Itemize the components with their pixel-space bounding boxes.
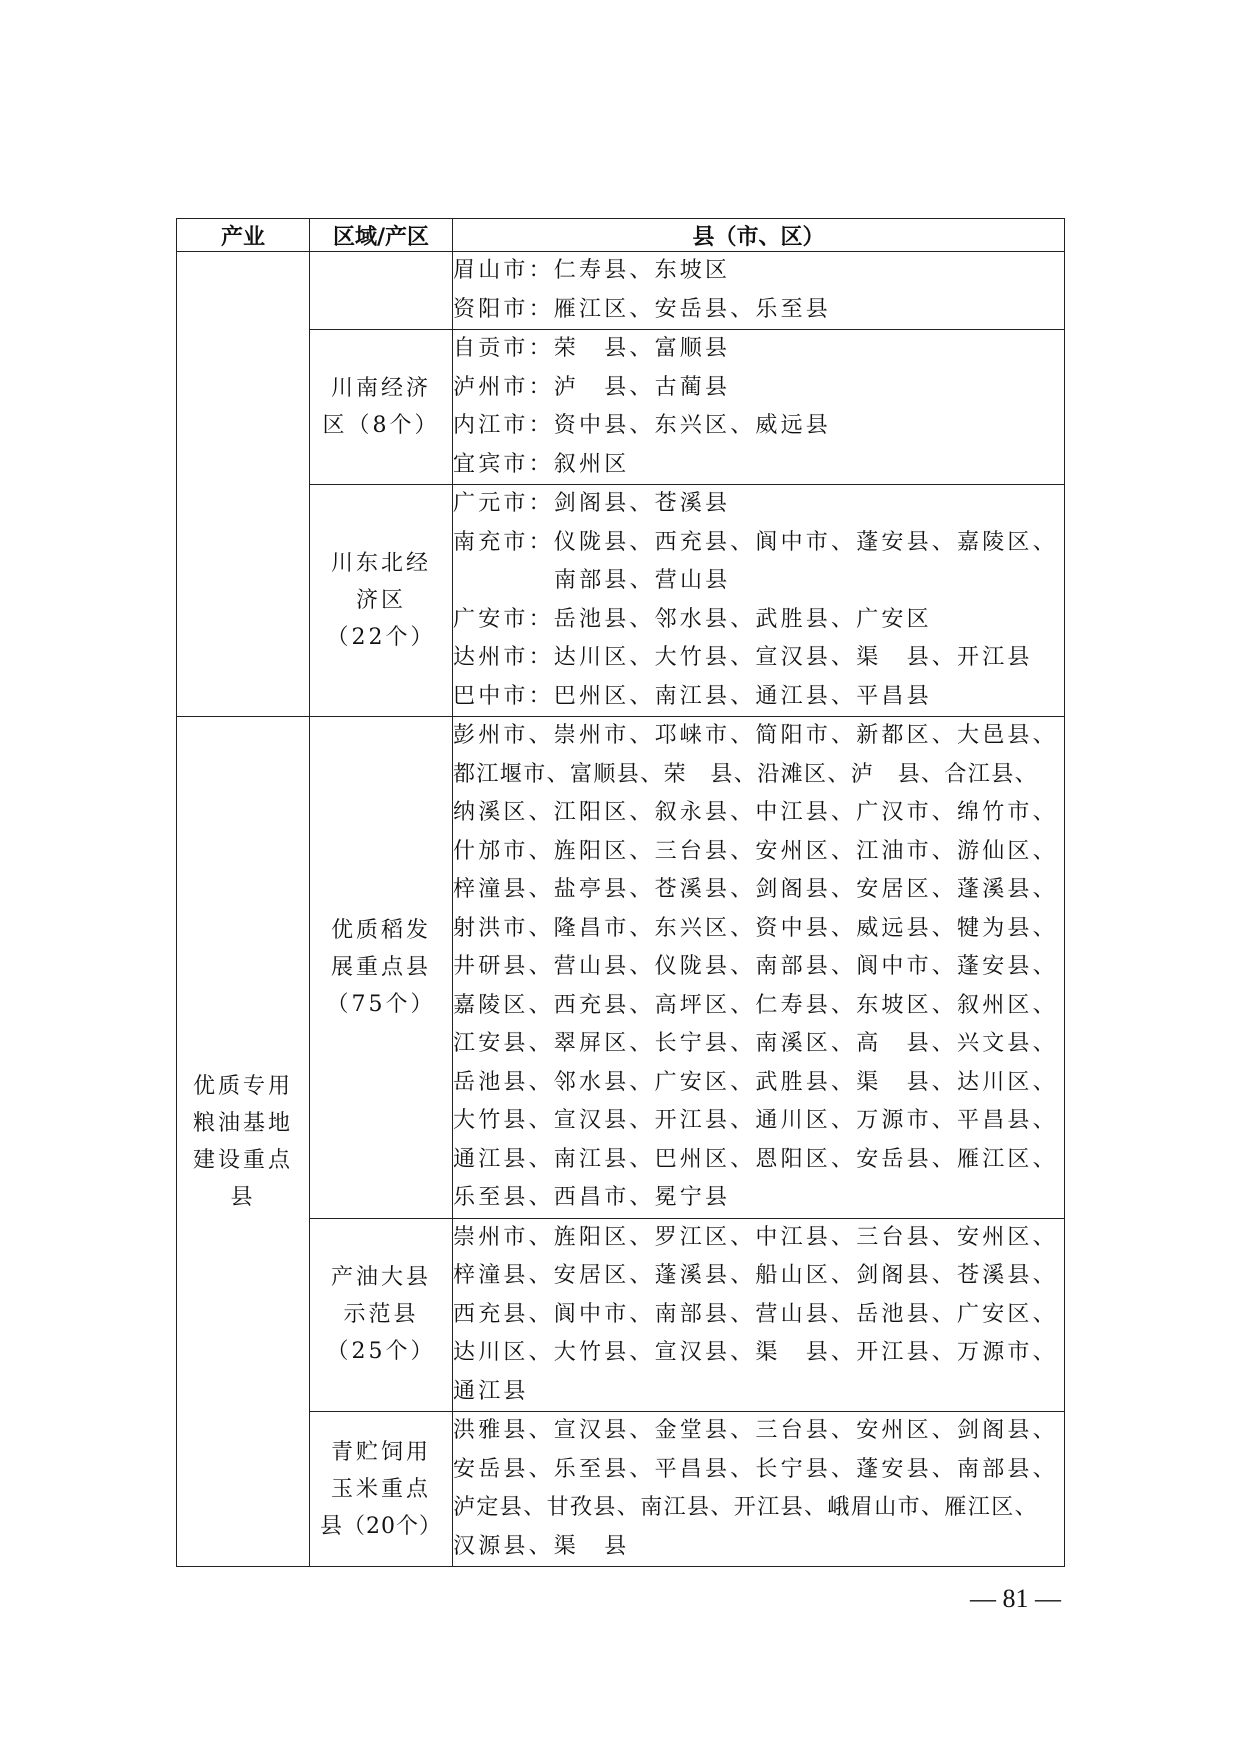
county-cell-corn	[453, 1412, 1065, 1567]
region-line: （75个）	[326, 991, 436, 1017]
county-line: 自贡市：荣 县、富顺县	[453, 336, 731, 361]
county-line: 眉山市：仁寿县、东坡区	[453, 258, 731, 283]
table-row	[177, 1412, 1065, 1567]
county-line: 都江堰市、富顺县、荣 县、沿滩区、泸 县、合江县、	[453, 761, 1039, 787]
region-line: 川南经济	[330, 376, 431, 401]
county-table	[176, 218, 1065, 1567]
region-line: 济区	[355, 588, 406, 613]
county-line: 井研县、营山县、仪陇县、南部县、阆中市、蓬安县、	[453, 954, 1058, 979]
county-line: 汉源县、渠 县	[453, 1533, 630, 1559]
region-line: 青贮饲用	[330, 1439, 431, 1465]
county-line: 彭州市、崇州市、邛崃市、简阳市、新都区、大邑县、	[453, 723, 1058, 748]
county-line: 大竹县、宣汉县、开江县、通川区、万源市、平昌县、	[453, 1108, 1058, 1133]
county-line: 广元市：剑阁县、苍溪县	[453, 491, 731, 516]
county-cell-continued	[453, 252, 1065, 330]
county-line: 崇州市、旌阳区、罗江区、中江县、三台县、安州区、	[453, 1224, 1058, 1250]
table-row	[177, 717, 1065, 1219]
county-line: 什邡市、旌阳区、三台县、安州区、江油市、游仙区、	[453, 838, 1058, 864]
region-line: 川东北经	[330, 551, 431, 576]
county-line: 西充县、阆中市、南部县、营山县、岳池县、广安区、	[453, 1301, 1058, 1327]
region-cell-rice	[310, 717, 453, 1219]
county-line: 广安市：岳池县、邻水县、武胜县、广安区	[453, 606, 932, 632]
county-line: 通江县、南江县、巴州区、恩阳区、安岳县、雁江区、	[453, 1146, 1058, 1172]
county-line: 达川区、大竹县、宣汉县、渠 县、开江县、万源市、	[453, 1340, 1058, 1365]
county-line: 南充市：仪陇县、西充县、阆中市、蓬安县、嘉陵区、	[453, 529, 1058, 555]
region-line: 展重点县	[330, 954, 431, 980]
category-line: 粮油基地	[192, 1110, 293, 1136]
county-line: 嘉陵区、西充县、高坪区、仁寿县、东坡区、叙州区、	[453, 992, 1058, 1018]
region-line: 玉米重点	[330, 1476, 431, 1502]
county-line: 乐至县、西昌市、冕宁县	[453, 1185, 731, 1210]
county-line: 通江县	[453, 1378, 529, 1404]
region-line: （22个）	[326, 625, 436, 650]
table-row	[177, 330, 1065, 485]
county-line: 纳溪区、江阳区、叙永县、中江县、广汉市、绵竹市、	[453, 800, 1058, 825]
county-cell-oil	[453, 1218, 1065, 1412]
header-industry: 产业	[177, 219, 310, 252]
county-line: 洪雅县、宣汉县、金堂县、三台县、安州区、剑阁县、	[453, 1418, 1058, 1443]
region-cell-corn	[310, 1412, 453, 1567]
county-cell-rice	[453, 717, 1065, 1219]
category-cell-empty	[177, 252, 310, 717]
region-line: 区（8个）	[322, 413, 440, 438]
county-line: 南部县、营山县	[554, 568, 731, 593]
table-row	[177, 485, 1065, 717]
county-line: 内江市：资中县、东兴区、威远县	[453, 413, 832, 438]
region-line: 产油大县	[330, 1265, 431, 1291]
region-line: 县（20个）	[320, 1513, 442, 1539]
county-line: 泸州市：泸 县、古蔺县	[453, 374, 731, 400]
category-line: 县	[230, 1184, 256, 1210]
county-line: 巴中市：巴州区、南江县、通江县、平昌县	[453, 683, 932, 709]
table-header-row	[177, 219, 1065, 252]
county-line: 宜宾市：叙州区	[453, 451, 630, 477]
category-line: 建设重点	[192, 1147, 293, 1173]
category-line: 优质专用	[192, 1073, 293, 1099]
county-line: 资阳市：雁江区、安岳县、乐至县	[453, 296, 832, 322]
county-line: 岳池县、邻水县、广安区、武胜县、渠 县、达川区、	[453, 1069, 1058, 1095]
region-cell-chuannan	[310, 330, 453, 485]
header-region: 区域/产区	[310, 219, 453, 252]
region-line: 示范县	[343, 1302, 419, 1328]
region-cell-chuandongbei	[310, 485, 453, 717]
region-cell-empty	[310, 252, 453, 330]
county-cell-chuannan	[453, 330, 1065, 485]
header-counties: 县（市、区）	[453, 219, 1065, 252]
county-line: 江安县、翠屏区、长宁县、南溪区、高 县、兴文县、	[453, 1031, 1058, 1056]
page-number: — 81 —	[970, 1584, 1061, 1613]
county-line: 梓潼县、安居区、蓬溪县、船山区、剑阁县、苍溪县、	[453, 1263, 1058, 1288]
county-line: 安岳县、乐至县、平昌县、长宁县、蓬安县、南部县、	[453, 1456, 1058, 1482]
region-cell-oil	[310, 1218, 453, 1412]
county-line: 达州市：达川区、大竹县、宣汉县、渠 县、开江县	[453, 645, 1033, 670]
region-line: 优质稻发	[330, 917, 431, 943]
county-line: 射洪市、隆昌市、东兴区、资中县、威远县、犍为县、	[453, 915, 1058, 941]
county-line: 梓潼县、盐亭县、苍溪县、剑阁县、安居区、蓬溪县、	[453, 877, 1058, 902]
category-cell-grain-oil	[177, 717, 310, 1567]
table-row	[177, 252, 1065, 330]
table-row	[177, 1218, 1065, 1412]
county-line: 泸定县、甘孜县、南江县、开江县、峨眉山市、雁江区、	[453, 1495, 1039, 1520]
region-line: （25个）	[326, 1339, 436, 1365]
county-cell-chuandongbei	[453, 485, 1065, 717]
